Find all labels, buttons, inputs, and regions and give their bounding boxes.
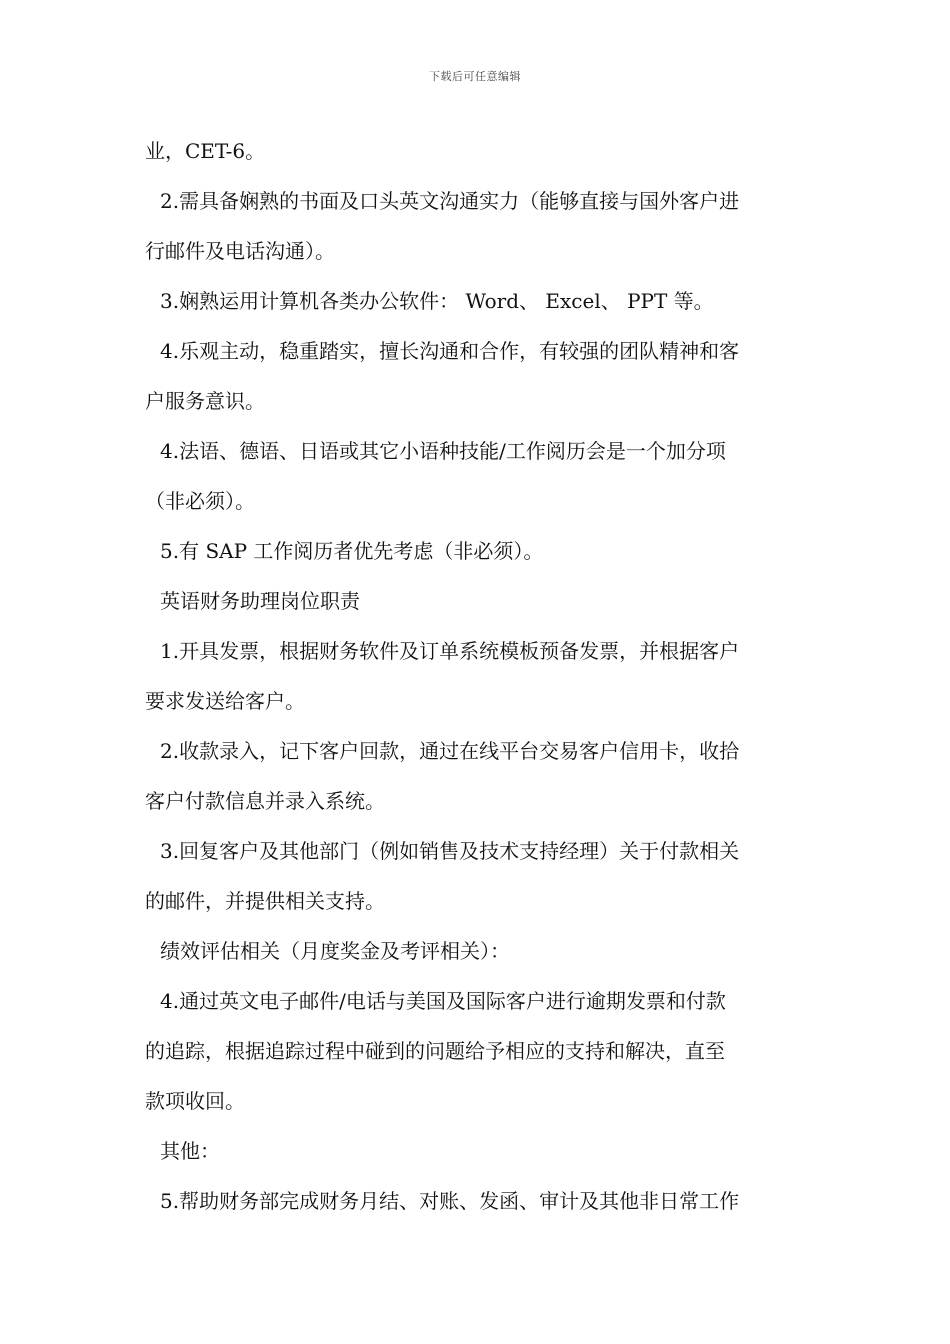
text-line: 客户付款信息并录入系统。 bbox=[145, 789, 385, 813]
document-body bbox=[145, 126, 810, 1226]
text-line: 行邮件及电话沟通）。 bbox=[145, 239, 335, 263]
text-line: 3.回复客户及其他部门（例如销售及技术支持经理）关于付款相关 bbox=[160, 839, 740, 863]
text-line: 1.开具发票，根据财务软件及订单系统模板预备发票，并根据客户 bbox=[160, 639, 740, 663]
text-line: 要求发送给客户。 bbox=[145, 689, 305, 713]
text-line: 4.乐观主动，稳重踏实，擅长沟通和合作，有较强的团队精神和客 bbox=[160, 339, 740, 363]
text-line: 其他： bbox=[160, 1139, 220, 1163]
text-line: 绩效评估相关（月度奖金及考评相关）： bbox=[160, 939, 510, 963]
text-line: 5.有 SAP 工作阅历者优先考虑（非必须）。 bbox=[160, 539, 544, 563]
text-line: 业，CET-6。 bbox=[145, 139, 266, 163]
text-line: 4.通过英文电子邮件/电话与美国及国际客户进行逾期发票和付款 bbox=[160, 989, 726, 1013]
text-line: 的邮件，并提供相关支持。 bbox=[145, 889, 385, 913]
text-line: 2.收款录入，记下客户回款，通过在线平台交易客户信用卡，收拾 bbox=[160, 739, 740, 763]
text-line: 4.法语、德语、日语或其它小语种技能/工作阅历会是一个加分项 bbox=[160, 439, 726, 463]
text-line: 3.娴熟运用计算机各类办公软件： Word、 Excel、 PPT 等。 bbox=[160, 289, 714, 313]
text-line: 户服务意识。 bbox=[145, 389, 265, 413]
text-line: 的追踪，根据追踪过程中碰到的问题给予相应的支持和解决，直至 bbox=[145, 1039, 725, 1063]
text-line: 2.需具备娴熟的书面及口头英文沟通实力（能够直接与国外客户进 bbox=[160, 189, 740, 213]
text-line: 款项收回。 bbox=[145, 1089, 245, 1113]
header-note: 下载后可任意编辑 bbox=[429, 70, 521, 83]
text-line: （非必须）。 bbox=[145, 489, 255, 513]
text-line: 英语财务助理岗位职责 bbox=[160, 589, 360, 613]
text-line: 5.帮助财务部完成财务月结、对账、发函、审计及其他非日常工作 bbox=[160, 1189, 740, 1213]
